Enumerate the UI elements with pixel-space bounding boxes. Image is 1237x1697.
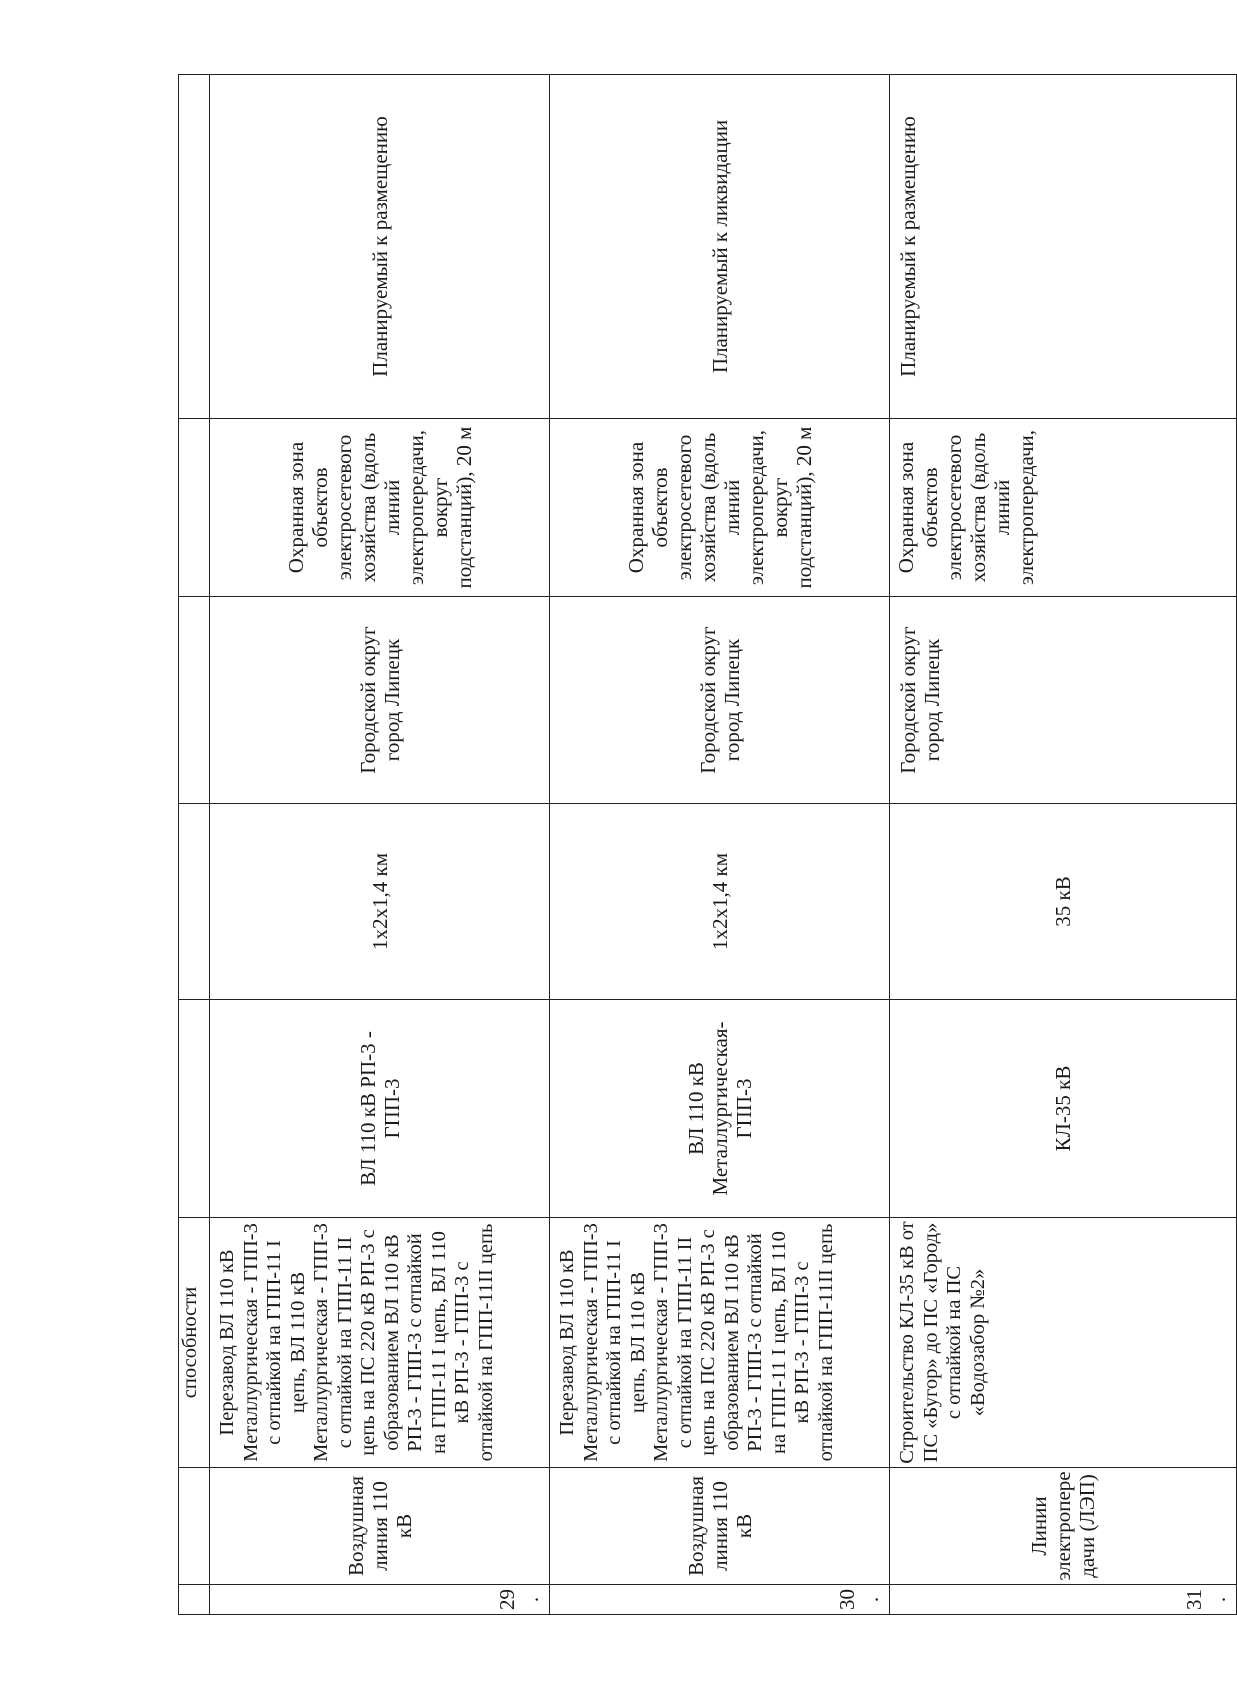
- object-type: Линии электропередачи (ЛЭП): [890, 1468, 1237, 1585]
- row-number: 31.: [890, 1585, 1237, 1615]
- cell-type: [179, 1468, 210, 1585]
- object-location: Городской округ город Липецк: [210, 597, 550, 804]
- object-status: Планируемый к размещению: [890, 75, 1237, 419]
- object-status: Планируемый к ликвидации: [550, 75, 890, 419]
- cell-name: [179, 1000, 210, 1218]
- object-location: Городской округ город Липецк: [550, 597, 890, 804]
- object-name: ВЛ 110 кВ РП-3 - ГПП-3: [210, 1000, 550, 1218]
- object-description: Перезавод ВЛ 110 кВ Металлургическая - ГПП-3 с отпайкой на ГПП-11 I цепь, ВЛ 110 кВ Металлургическая - ГПП-3 с отпайкой на ГПП-11 II цепь на ПС 220 кВ РП-3 с образованием ВЛ 110 кВ РП-3 - ГПП-3 с отпайкой на ГПП-11 I цепь, ВЛ 110 кВ РП-3 - ГПП-3 с отпайкой на ГПП-11II цепь: [550, 1218, 890, 1468]
- cell-num: [179, 1585, 210, 1615]
- object-type: Воздушная линия 110 кВ: [210, 1468, 550, 1585]
- objects-table: [178, 74, 1237, 1615]
- object-type: Воздушная линия 110 кВ: [550, 1468, 890, 1585]
- cell-desc-continued: способности: [179, 1218, 210, 1468]
- object-zone: Охранная зона объектов электросетевого хозяйства (вдоль линий электропередачи,: [890, 419, 1237, 597]
- table-row: [210, 75, 550, 1615]
- object-description: Строительство КЛ-35 кВ от ПС «Бугор» до ПС «Город» с отпайкой на ПС «Водозабор №2»: [890, 1218, 1237, 1468]
- object-name: КЛ-35 кВ: [890, 1000, 1237, 1218]
- row-number: 29.: [210, 1585, 550, 1615]
- rotated-table-wrapper: [178, 75, 1233, 1615]
- cell-param: [179, 804, 210, 1000]
- object-location: Городской округ город Липецк: [890, 597, 1237, 804]
- row-number: 30.: [550, 1585, 890, 1615]
- cell-zone: [179, 419, 210, 597]
- object-zone: Охранная зона объектов электросетевого хозяйства (вдоль линий электропередачи, вокруг подстанций), 20 м: [210, 419, 550, 597]
- object-name: ВЛ 110 кВ Металлургическая- ГПП-3: [550, 1000, 890, 1218]
- object-parameter: 1х2х1,4 км: [210, 804, 550, 1000]
- object-parameter: 35 кВ: [890, 804, 1237, 1000]
- object-description: Перезавод ВЛ 110 кВ Металлургическая - ГПП-3 с отпайкой на ГПП-11 I цепь, ВЛ 110 кВ Металлургическая - ГПП-3 с отпайкой на ГПП-11 II цепь на ПС 220 кВ РП-3 с образованием ВЛ 110 кВ РП-3 - ГПП-3 с отпайкой на ГПП-11 I цепь, ВЛ 110 кВ РП-3 - ГПП-3 с отпайкой на ГПП-11II цепь: [210, 1218, 550, 1468]
- object-parameter: 1х2х1,4 км: [550, 804, 890, 1000]
- object-status: Планируемый к размещению: [210, 75, 550, 419]
- cell-status: [179, 75, 210, 419]
- table-row: [890, 75, 1237, 1615]
- table-row-continuation: [179, 75, 210, 1615]
- table-row: [550, 75, 890, 1615]
- cell-location: [179, 597, 210, 804]
- object-zone: Охранная зона объектов электросетевого хозяйства (вдоль линий электропередачи, вокруг подстанций), 20 м: [550, 419, 890, 597]
